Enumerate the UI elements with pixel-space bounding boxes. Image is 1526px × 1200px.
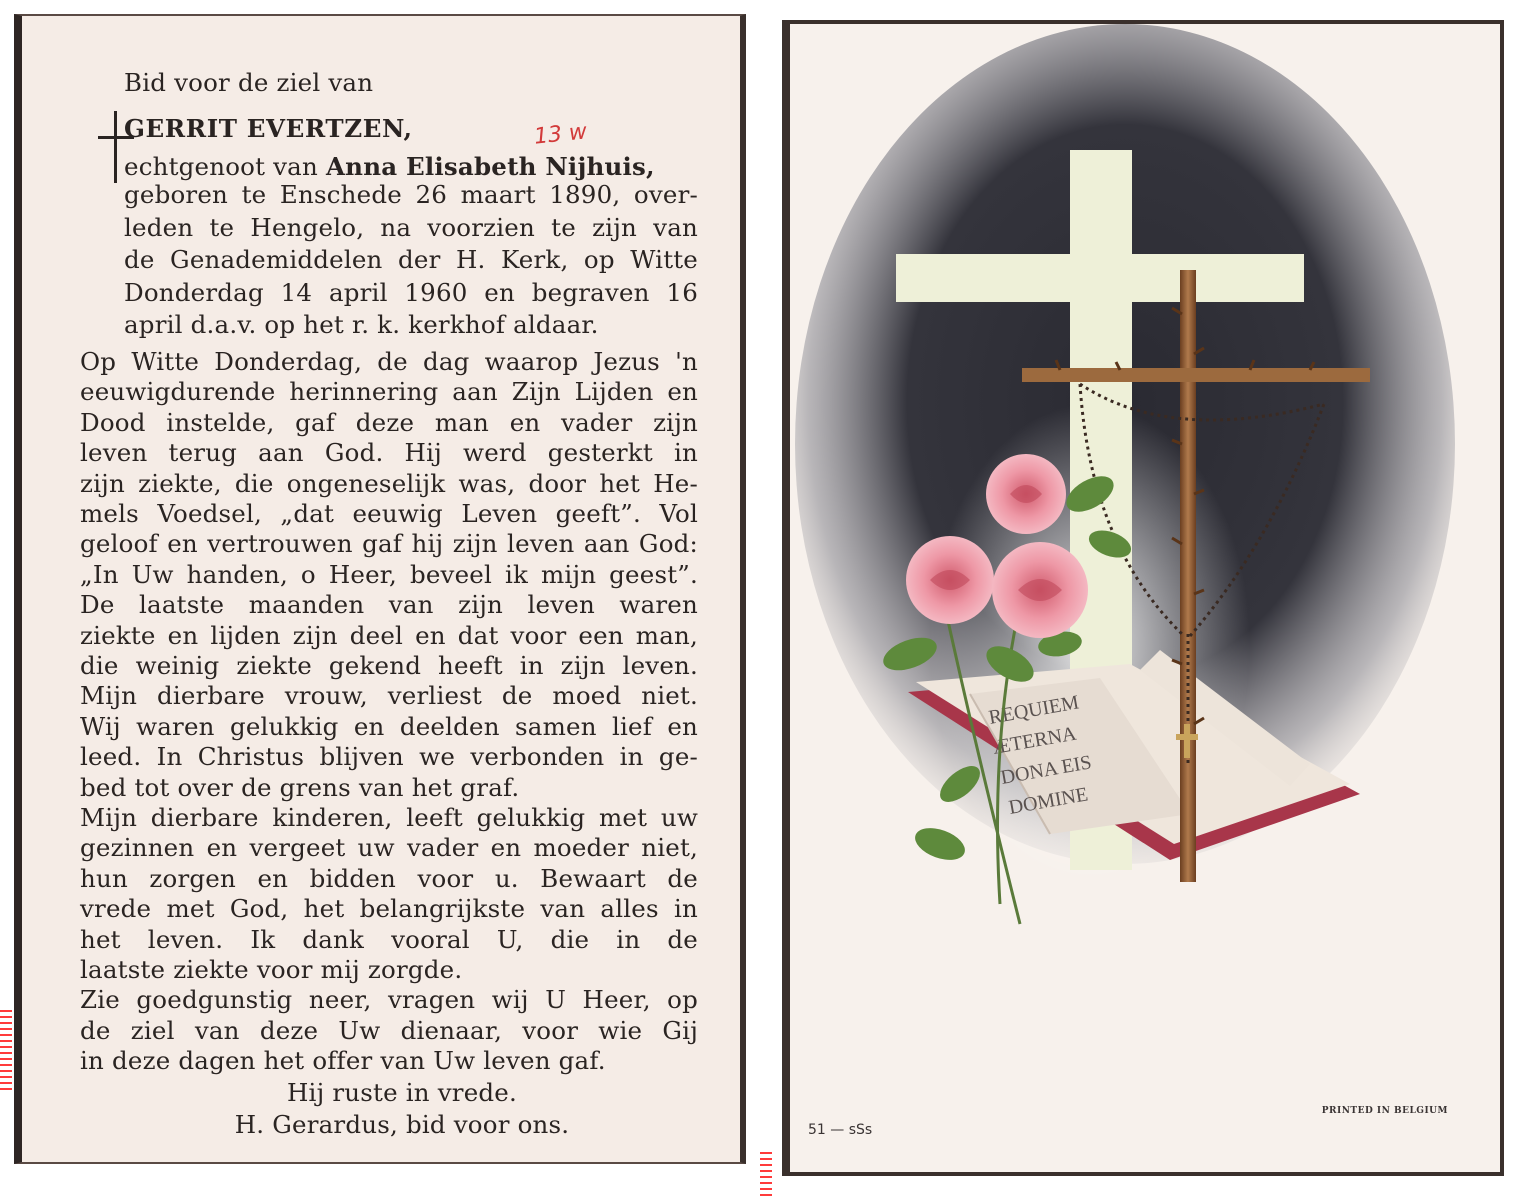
prayer-text-line: laatste ziekte voor mij zorgde. (80, 955, 463, 984)
prayer-text-line: geloof en vertrouwen gaf hij zijn leven aan God: (80, 529, 698, 559)
prayer-text-line: bed tot over de grens van het graf. (80, 772, 520, 802)
biography-line: leden te Hengelo, na voorzien te zijn van (124, 212, 698, 242)
prayer-text-line: gezinnen en vergeet uw vader en moeder niet, (80, 833, 698, 863)
prayer-text-line: Op Witte Donderdag, de dag waarop Jezus 'n (80, 347, 698, 376)
prayer-text-line: leven terug aan God. Hij werd gesterkt in (80, 438, 698, 468)
prayer-text-line: leed. In Christus blijven we verbonden in ge- (80, 742, 698, 772)
biography-line: geboren te Enschede 26 maart 1890, over- (124, 180, 698, 209)
cross-icon (114, 111, 117, 183)
prayer-text-line: het leven. Ik dank vooral U, die in de (80, 924, 698, 954)
prayer-text-line: Dood instelde, gaf deze man en vader zijn (80, 407, 698, 437)
prayer-text-line: „In Uw handen, o Heer, beveel ik mijn geest”. (80, 559, 698, 589)
prayer-text-line: Mijn dierbare vrouw, verliest de moed niet. (80, 681, 698, 711)
prayer-text-line: Mijn dierbare kinderen, leeft gelukkig met uw (80, 803, 698, 832)
prayer-text-line: de ziel van deze Uw dienaar, voor wie Gij (80, 1015, 698, 1045)
print-number: 51 — sSs (808, 1122, 873, 1138)
prayer-text-line: in deze dagen het offer van Uw leven gaf. (80, 1046, 606, 1076)
closing-rest-in-peace: Hij ruste in vrede. (286, 1078, 517, 1107)
book-line-1: REQUIEM (987, 691, 1081, 729)
biography-line: Donderdag 14 april 1960 en begraven 16 (124, 277, 698, 307)
prayer-text-line: vrede met God, het belangrijkste van alles in (80, 894, 698, 924)
scan-edge-marks (0, 1010, 12, 1090)
prayer-text-line: De laatste maanden van zijn leven waren (80, 590, 698, 620)
prayer-text-line: die weinig ziekte gekend heeft in zijn leven. (80, 651, 698, 680)
book-line-4: DOMINE (1007, 783, 1090, 819)
printed-in-label: PRINTED IN BELGIUM (1321, 1106, 1448, 1116)
deceased-name: GERRIT EVERTZEN, (124, 114, 413, 143)
closing-saint-invocation: H. Gerardus, bid voor ons. (234, 1110, 570, 1139)
crucifix-illustration (790, 24, 1496, 1172)
handwritten-note: 13 w (532, 119, 589, 150)
biography-line: april d.a.v. op het r. k. kerkhof aldaar. (124, 310, 599, 339)
spouse-line (124, 152, 655, 182)
spouse-name: Anna Elisabeth Nijhuis, (325, 152, 655, 181)
memorial-card-text-side (14, 14, 746, 1164)
prayer-text-line: mels Voedsel, „dat eeuwig Leven geeft”. Vol (80, 499, 698, 528)
book-line-2: ÆTERNA (991, 722, 1079, 759)
prayer-text-line: Zie goedgunstig neer, vragen wij U Heer, op (80, 985, 698, 1015)
intro-line: Bid voor de ziel van (124, 68, 374, 97)
scan-edge-marks-bottom (760, 1150, 772, 1196)
prayer-text-line: zijn ziekte, die ongeneselijk was, door het He- (80, 468, 698, 498)
prayer-text-line: eeuwigdurende herinnering aan Zijn Lijden en (80, 377, 698, 407)
memorial-card-image-side (782, 20, 1504, 1176)
prayer-text-line: ziekte en lijden zijn deel en dat voor een man, (80, 620, 698, 650)
spouse-prefix: echtgenoot van (124, 152, 318, 181)
prayer-text-line: Wij waren gelukkig en deelden samen lief en (80, 711, 698, 741)
biography-line: de Genademiddelen der H. Kerk, op Witte (124, 245, 698, 274)
book-line-3: DONA EIS (999, 751, 1094, 789)
prayer-text-line: hun zorgen en bidden voor u. Bewaart de (80, 863, 698, 893)
